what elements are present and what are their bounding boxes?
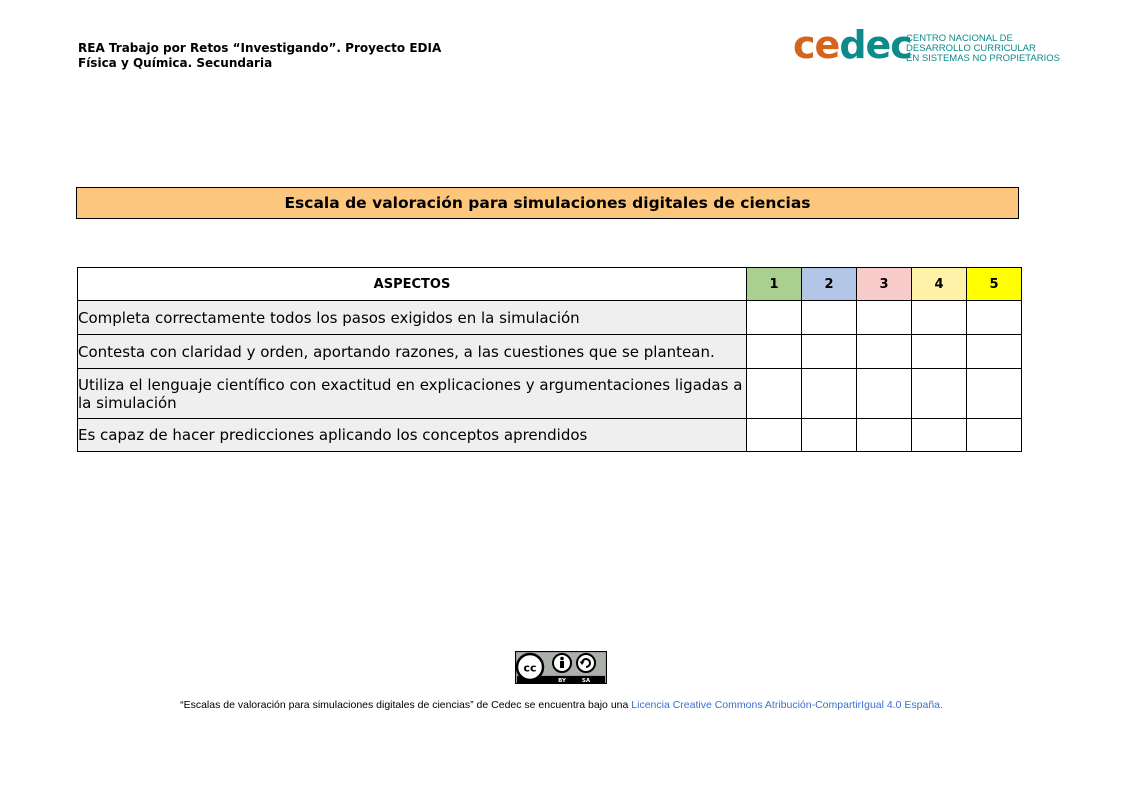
rating-cell-4[interactable] [912,419,967,452]
rating-cell-2[interactable] [802,369,857,419]
rating-cell-3[interactable] [857,301,912,335]
level-1-header: 1 [747,268,802,301]
rating-cell-5[interactable] [967,369,1022,419]
cedec-logo [793,23,1060,68]
rating-cell-4[interactable] [912,301,967,335]
sa-share-alike-icon [577,654,595,672]
rating-cell-5[interactable] [967,335,1022,369]
rating-cell-3[interactable] [857,419,912,452]
rating-cell-1[interactable] [747,369,802,419]
level-3-header: 3 [857,268,912,301]
rating-cell-4[interactable] [912,335,967,369]
aspect-text: Utiliza el lenguaje científico con exactitud en explicaciones y argumentaciones ligadas a la simulación [78,369,747,419]
page-title: Escala de valoración para simulaciones digitales de ciencias [76,187,1019,219]
aspect-text: Completa correctamente todos los pasos exigidos en la simulación [78,301,747,335]
level-4-header: 4 [912,268,967,301]
rating-scale-table [77,267,1022,452]
table-row [78,369,1022,419]
rating-cell-5[interactable] [967,301,1022,335]
license-link[interactable]: Licencia Creative Commons Atribución-CompartirIgual 4.0 España. [631,699,943,711]
table-row [78,301,1022,335]
header-line-1: REA Trabajo por Retos “Investigando”. Proyecto EDIA [78,41,442,55]
by-attribution-icon [553,654,571,672]
aspect-text: Es capaz de hacer predicciones aplicando los conceptos aprendidos [78,419,747,452]
level-2-header: 2 [802,268,857,301]
header-line-2: Física y Química. Secundaria [78,56,273,70]
cedec-logo-subtitle: CENTRO NACIONAL DE DESARROLLO CURRICULAR EN SISTEMAS NO PROPIETARIOS [906,33,1060,64]
rating-cell-2[interactable] [802,419,857,452]
footer-text: “Escalas de valoración para simulaciones digitales de ciencias” de Cedec se encuentra bajo una [180,699,632,711]
table-header-row [78,268,1022,301]
rating-cell-2[interactable] [802,301,857,335]
rating-cell-1[interactable] [747,301,802,335]
rating-cell-1[interactable] [747,335,802,369]
table-row [78,419,1022,452]
svg-text:cc: cc [523,661,537,675]
cc-icon [517,654,543,680]
by-label: BY [558,678,566,684]
aspectos-header: ASPECTOS [78,268,747,301]
license-footer [0,699,1123,711]
rating-cell-5[interactable] [967,419,1022,452]
document-header [78,41,441,71]
rating-cell-4[interactable] [912,369,967,419]
creative-commons-badge[interactable] [515,651,607,684]
rating-cell-2[interactable] [802,335,857,369]
aspect-text: Contesta con claridad y orden, aportando razones, a las cuestiones que se plantean. [78,335,747,369]
rating-cell-1[interactable] [747,419,802,452]
cedec-logo-word: cedec [793,23,912,67]
rating-cell-3[interactable] [857,369,912,419]
sa-label: SA [581,678,591,684]
table-row [78,335,1022,369]
rating-cell-3[interactable] [857,335,912,369]
level-5-header: 5 [967,268,1022,301]
